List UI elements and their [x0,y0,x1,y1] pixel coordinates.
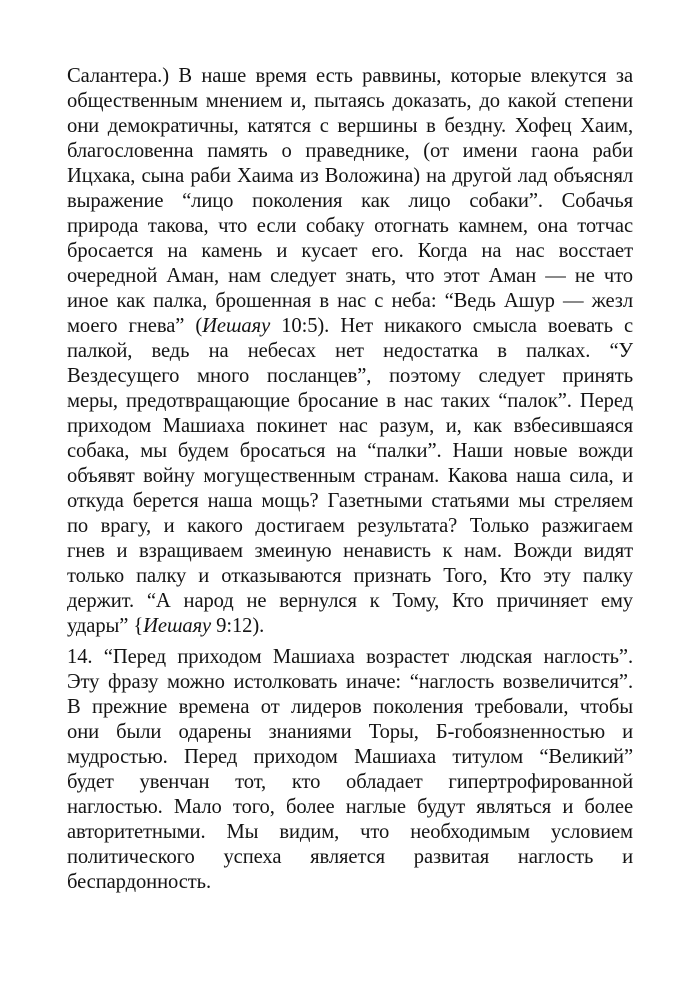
text-line: общественным мнением и, пытаясь доказать, до какой степени [67,90,633,112]
scripture-reference: Иешаяу [202,315,271,337]
text-line: собака, мы будем бросаться на “палки”. Наши новые вожди [67,440,633,462]
text-line [67,314,633,339]
text-line: авторитетными. Мы видим, что необходимым условием [67,821,633,843]
text-line: Эту фразу можно истолковать иначе: “наглость возвеличится”. [67,671,633,693]
text-segment: 9:12). [211,615,265,637]
text-line: палкой, ведь на небесах нет недостатка в палках. “У [67,340,633,362]
text-line: благословенна память о праведнике, (от имени гаона раби [67,140,633,162]
text-line: меры, предотвращающие бросание в нас таких “палок”. Перед [67,390,633,412]
text-line: Вездесущего много посланцев”, поэтому следует принять [67,365,633,387]
text-line: иное как палка, брошенная в нас с неба: “Ведь Ашур — жезл [67,290,633,312]
text-line: политического успеха является развитая наглость и [67,846,633,868]
text-line: гнев и взращиваем змеиную ненависть к нам. Вожди видят [67,540,633,562]
text-line: Ицхака, сына раби Хаима из Воложина) на другой лад объяснял [67,165,633,187]
text-line: 14. “Перед приходом Машиаха возрастет людская наглость”. [67,646,633,668]
text-segment: удары” { [67,615,144,637]
scripture-reference: Иешаяу [143,615,212,637]
paragraph-continuation [67,64,633,639]
text-line: бросается на камень и кусает его. Когда на нас восстает [67,240,633,262]
text-line: Салантера.) В наше время есть раввины, которые влекутся за [67,65,633,87]
text-line: приходом Машиаха покинет нас разум, и, как взбесившаяся [67,415,633,437]
text-line: выражение “лицо поколения как лицо собаки”. Собачья [67,190,633,212]
text-line: очередной Аман, нам следует знать, что этот Аман — не что [67,265,633,287]
text-line: откуда берется наша мощь? Газетными статьями мы стреляем [67,490,633,512]
text-line: они демократичны, катятся с вершины в бездну. Хофец Хаим, [67,115,633,137]
text-line: мудростью. Перед приходом Машиаха титулом “Великий” [67,746,633,768]
paragraph-14 [67,645,633,895]
text-line: они были одарены знаниями Торы, Б-гобоязненностью и [67,721,633,743]
text-line: только палку и отказываются признать Того, Кто эту палку [67,565,633,587]
text-segment: моего гнева” ( [67,315,203,337]
text-line: объявят войну могущественным странам. Какова наша сила, и [67,465,633,487]
text-line: держит. “А народ не вернулся к Тому, Кто причиняет ему [67,590,633,612]
text-line: по врагу, и какого достигаем результата? Только разжигаем [67,515,633,537]
text-line [67,614,633,639]
text-line: природа такова, что если собаку отогнать камнем, она тотчас [67,215,633,237]
text-line: будет увенчан тот, кто обладает гипертрофированной [67,771,633,793]
text-line: беспардонность. [67,871,211,893]
document-page [67,64,633,895]
text-line: В прежние времена от лидеров поколения требовали, чтобы [67,696,633,718]
text-segment: 10:5). Нет никакого смысла воевать с [270,315,633,337]
text-line: наглостью. Мало того, более наглые будут являться и более [67,796,633,818]
